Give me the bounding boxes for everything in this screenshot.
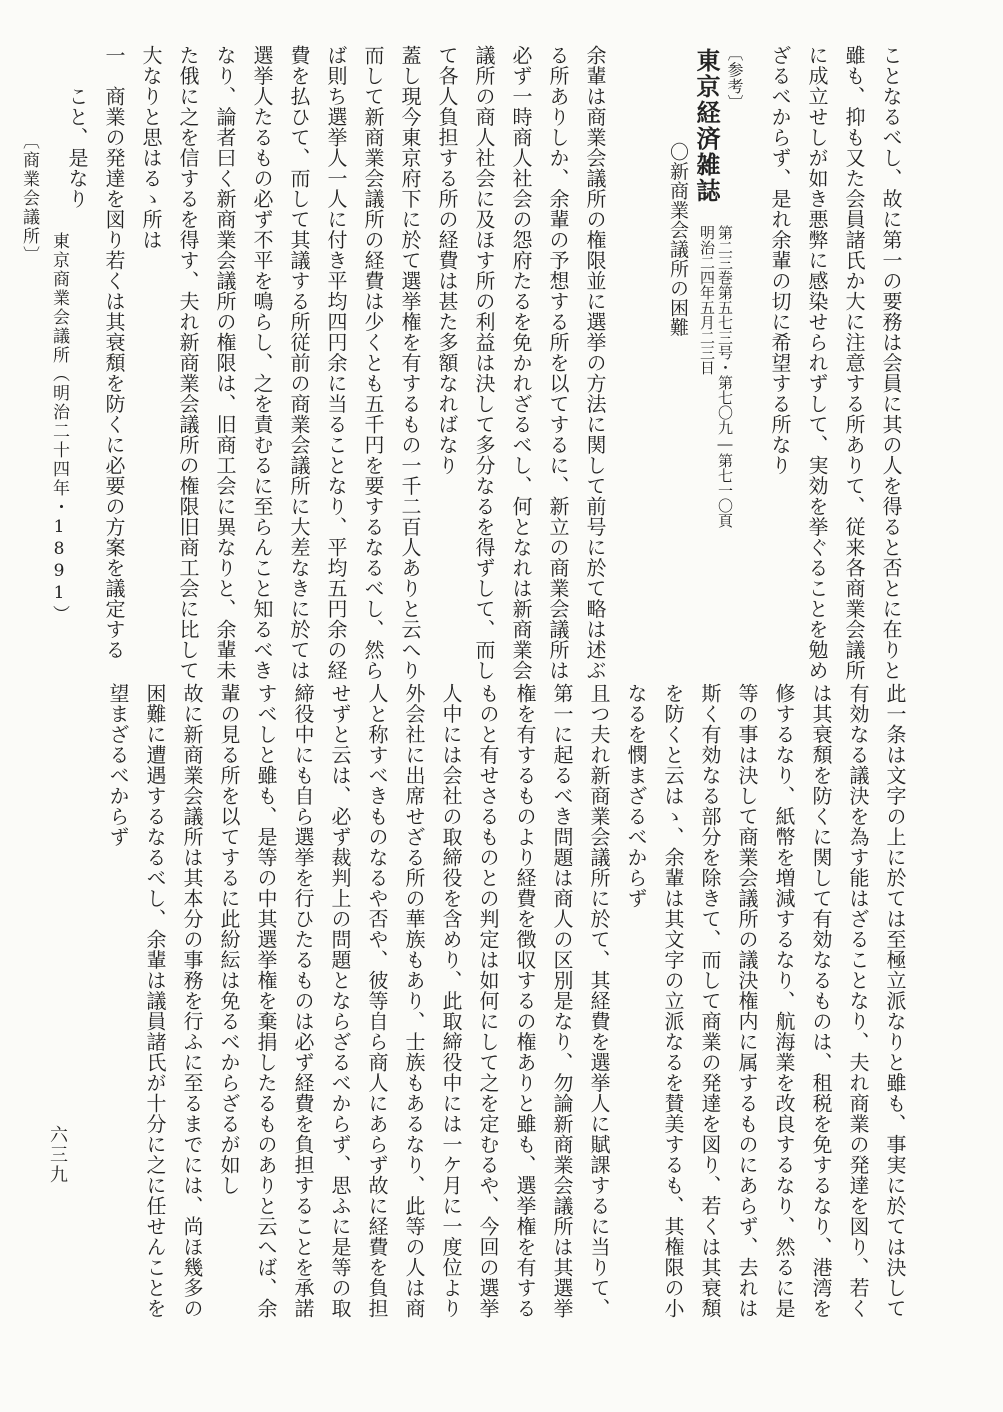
page-number: 六三九 (47, 1125, 68, 1185)
lower-col-3: は其衰頽を防くに関して有効なるものは、租税を免するなり、港湾を (809, 683, 833, 1319)
lower-col-8: なるを憫まざるべからず (624, 683, 648, 909)
running-header: 東京商業会議所（明治二十四年・1891） (49, 232, 69, 624)
article-col-10: 選挙人たるもの必ず不平を鳴らし、之を責むるに至らんこと知るべき (250, 45, 274, 681)
article-col-4: 議所の商人社会に及ほす所の利益は決して多分なるを得ずして、而し (472, 45, 496, 681)
lower-col-14: 外会社に出席せざる所の華族もあり、士族もあるなり、此等の人は商 (402, 683, 426, 1319)
article-col-12: た俄に之を信するを得す、夫れ新商業会議所の権限旧商工会に比して (176, 45, 200, 681)
upper-col-1: ことなるべし、故に第一の要務は会員に其の人を得ると否とに在りと (879, 45, 903, 681)
article-col-1: 余輩は商業会議所の権限並に選挙の方法に関して前号に於て略は述ぶ (583, 45, 607, 681)
lower-col-13: 人中には会社の取締役を含めり、此取締役中には一ケ月に一度位より (439, 683, 463, 1319)
lower-col-7: を防くと云はゝ、余輩は其文字の立派なるを賛美するも、其権限の小 (661, 683, 685, 1319)
section-side-label: 〔商業会議所〕 (19, 132, 39, 265)
lower-col-5: 等の事は決して商業会議所の議決権内に属するものにあらず、去れは (735, 683, 759, 1319)
citation-line-2: 明治二四年五月二三日 (698, 225, 716, 375)
lower-col-16: せずと云は、必ず裁判上の問題とならざるべからず、思ふに是等の取 (328, 683, 352, 1319)
lower-col-11: 権を有するものより経費を徴収するの権ありと雖も、選挙権を有する (513, 683, 537, 1319)
article-col-13: 大なりと思はるゝ所は (139, 45, 163, 250)
lower-col-21: 困難に遭遇するなるべし、余輩は議員諸氏が十分に之に任せんことを (143, 683, 167, 1319)
lower-col-19: 輩の見る所を以てするに此紛紜は免るべからざるが如し (217, 683, 241, 1196)
article-col-2: る所ありしか、余輩の予想する所を以てするに、新立の商業会議所は (546, 45, 570, 681)
article-col-9: 費を払ひて、而して其議する所従前の商業会議所に大差なきに於ては (287, 45, 311, 681)
article-col-6: 蓋し現今東京府下に於て選挙権を有するもの一千二百人ありと云へり (398, 45, 422, 681)
lower-col-12: ものと有せさるものとの判定は如何にして之を定むるや、今回の選挙 (476, 683, 500, 1319)
lower-col-6: 斯く有効なる部分を除きて、而して商業の発達を図り、若くは其衰頽 (698, 683, 722, 1319)
lower-col-1: 此一条は文字の上に於ては至極立派なりと雖も、事実に於ては決して (883, 683, 907, 1319)
upper-col-4: ざるべからず、是れ余輩の切に希望する所なり (768, 45, 792, 476)
lower-col-18: すべしと雖も、是等の中其選挙権を棄捐したるものありと云へば、余 (254, 683, 278, 1319)
lower-col-10: 第一に起るべき問題は商人の区別是なり、勿論新商業会議所は其選挙 (550, 683, 574, 1319)
lower-col-17: 締役中にも自ら選挙を行ひたるものは必ず経費を負担することを承諾 (291, 683, 315, 1319)
article-heading: 〇新商業会議所の困難 (667, 142, 689, 337)
article-col-3: 必ず一時商人社会の怨府たるを免かれざるべし、何となれは新商業会 (509, 45, 533, 681)
article-col-15: こと、是なり (65, 45, 89, 209)
citation-line-1: 第二三巻第五七三号・第七〇九―第七一〇頁 (716, 225, 734, 528)
reference-label: 〔参考〕 (725, 45, 744, 111)
lower-col-15: 人と称すべきものなるや否や、彼等自ら商人にあらず故に経費を負担 (365, 683, 389, 1319)
lower-col-2: 有効なる議決を為す能はざることなり、夫れ商業の発達を図り、若く (846, 683, 870, 1319)
article-col-14: 一 商業の発達を図り若くは其衰頽を防くに必要の方案を議定する (102, 45, 126, 660)
lower-col-20: 故に新商業会議所は其本分の事務を行ふに至るまでには、尚ほ幾多の (180, 683, 204, 1319)
upper-col-3: に成立せしが如き悪弊に感染せられずして、実効を挙ぐることを勉め (805, 45, 829, 681)
upper-col-2: 雖も、抑も又た会員諸氏か大に注意する所ありて、従来各商業会議所 (842, 45, 866, 681)
article-col-7: 而して新商業会議所の経費は少くとも五千円を要するなるべし、然ら (361, 45, 385, 681)
article-col-11: なり、論者曰く新商業会議所の権限は、旧商工会に異なりと、余輩未 (213, 45, 237, 681)
article-col-5: て各人負担する所の経費は甚た多額なればなり (435, 45, 459, 476)
lower-col-22: 望まざるべからず (106, 683, 130, 847)
lower-col-9: 且つ夫れ新商業会議所に於て、其経費を選挙人に賦課するに当りて、 (587, 683, 611, 1319)
journal-title: 東京経済雑誌 (692, 48, 721, 204)
lower-col-4: 修するなり、紙幣を増減するなり、航海業を改良するなり、然るに是 (772, 683, 796, 1319)
article-col-8: ば則ち選挙人一人に付き平均四円余に当ることなり、平均五円余の経 (324, 45, 348, 681)
